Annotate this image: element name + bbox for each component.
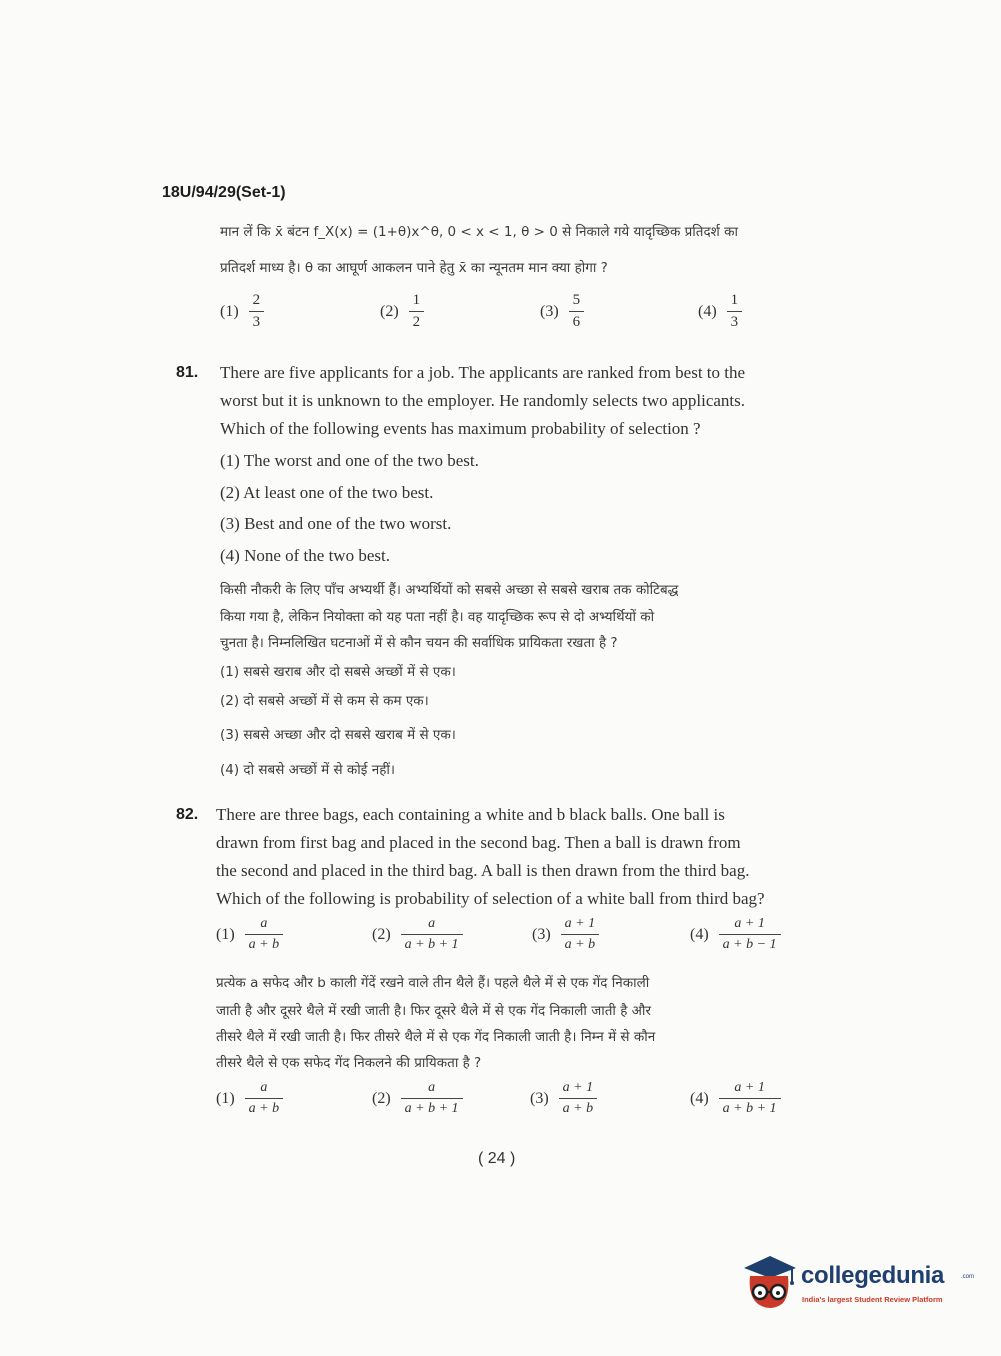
q80-option-2: (2) $\frac{1}{2}$ (380, 292, 424, 331)
fraction: $\frac{a}{a + b + 1}$ (401, 916, 463, 953)
q82-hi-option-4: (4) $\frac{a + 1}{a + b + 1}$ (690, 1080, 781, 1117)
fraction: $\frac{a}{a + b}$ (245, 916, 283, 953)
q81-hi-line-2: किया गया है, लेकिन नियोक्ता को यह पता नहीं है। वह यादृच्छिक रूप से दो अभ्यर्थियों को (220, 609, 655, 625)
q82-en-option-3: (3) $\frac{a + 1}{a + b}$ (532, 916, 599, 953)
logo-domain: .com (961, 1274, 975, 1280)
q82-en-line-2: drawn from first bag and placed in the second bag. Then a ball is drawn from (216, 833, 741, 852)
q81-number: 81. (176, 364, 199, 381)
q80-option-1: (1) $\frac{2}{3}$ (220, 292, 264, 331)
fraction: $\frac{1}{3}$ (727, 292, 743, 331)
q82-hi-line-1: प्रत्येक a सफेद और b काली गेंदें रखने वाले तीन थैले हैं। पहले थैले में से एक गेंद निकाली (216, 975, 650, 991)
fraction: $\frac{a}{a + b}$ (245, 1080, 283, 1117)
logo-tagline: India's largest Student Review Platform (802, 1295, 943, 1304)
q82-en-line-4: Which of the following is probability of selection of a white ball from third bag? (216, 889, 765, 908)
q82-en-line-3: the second and placed in the third bag. A ball is then drawn from the third bag. (216, 861, 750, 880)
q81-hi-option-3: (3) सबसे अच्छा और दो सबसे खराब में से एक। (220, 727, 456, 743)
q81-en-line-2: worst but it is unknown to the employer. He randomly selects two applicants. (220, 391, 746, 410)
q82-en-option-1: (1) $\frac{a}{a + b}$ (216, 916, 283, 953)
collegedunia-logo (740, 1248, 975, 1318)
fraction: $\frac{1}{2}$ (409, 292, 425, 331)
q81-en-line-1: There are five applicants for a job. The applicants are ranked from best to the (220, 363, 746, 382)
fraction: $\frac{2}{3}$ (249, 292, 265, 331)
q81-hi-line-3: चुनता है। निम्नलिखित घटनाओं में से कौन चयन की सर्वाधिक प्रायिकता रखता है ? (220, 635, 618, 651)
q82-en-option-2: (2) $\frac{a}{a + b + 1}$ (372, 916, 463, 953)
fraction: $\frac{a}{a + b + 1}$ (401, 1080, 463, 1117)
q81-hi-option-1: (1) सबसे खराब और दो सबसे अच्छों में से एक। (220, 664, 456, 680)
q82-en-option-4: (4) $\frac{a + 1}{a + b - 1}$ (690, 916, 781, 953)
fraction: $\frac{a + 1}{a + b + 1}$ (719, 1080, 781, 1117)
fraction: $\frac{a + 1}{a + b}$ (559, 1080, 597, 1117)
q81-en-option-1: (1) The worst and one of the two best. (220, 451, 479, 470)
paper-code: 18U/94/29(Set-1) (162, 184, 286, 201)
q82-number: 82. (176, 806, 199, 823)
q82-hi-line-4: तीसरे थैले से एक सफेद गेंद निकलने की प्रायिकता है ? (216, 1055, 482, 1071)
q81-en-option-3: (3) Best and one of the two worst. (220, 514, 452, 533)
fraction: $\frac{a + 1}{a + b}$ (561, 916, 599, 953)
q81-en-option-2: (2) At least one of the two best. (220, 483, 434, 502)
fraction: $\frac{a + 1}{a + b - 1}$ (719, 916, 781, 953)
logo-wordmark: collegedunia (801, 1262, 945, 1289)
q82-en-line-1: There are three bags, each containing a white and b black balls. One ball is (216, 805, 725, 824)
q80-option-4: (4) $\frac{1}{3}$ (698, 292, 742, 331)
q80-option-3: (3) $\frac{5}{6}$ (540, 292, 584, 331)
q82-hi-option-1: (1) $\frac{a}{a + b}$ (216, 1080, 283, 1117)
q81-hi-line-1: किसी नौकरी के लिए पाँच अभ्यर्थी हैं। अभ्यर्थियों को सबसे अच्छा से सबसे खराब तक कोटिबद्ध (220, 582, 679, 598)
q82-hi-option-2: (2) $\frac{a}{a + b + 1}$ (372, 1080, 463, 1117)
page-number: ( 24 ) (478, 1150, 516, 1167)
q82-hi-line-3: तीसरे थैले में रखी जाती है। फिर तीसरे थैले में से एक गेंद निकाली जाती है। निम्न में से कौन (216, 1029, 656, 1045)
q81-hi-option-2: (2) दो सबसे अच्छों में से कम से कम एक। (220, 693, 429, 709)
q81-en-line-3: Which of the following events has maximum probability of selection ? (220, 419, 701, 438)
q80-hindi-line-2: प्रतिदर्श माध्य है। θ का आघूर्ण आकलन पाने हेतु x̄ का न्यूनतम मान क्या होगा ? (220, 260, 608, 276)
mascot-icon (740, 1248, 800, 1318)
fraction: $\frac{5}{6}$ (569, 292, 585, 331)
q80-hindi-line-1: मान लें कि x̄ बंटन f_X(x) = (1+θ)x^θ, 0 < x < 1, θ > 0 से निकाले गये यादृच्छिक प्रतिदर्श का (220, 224, 739, 240)
q82-hi-line-2: जाती है और दूसरे थैले में रखी जाती है। फिर दूसरे थैले में से एक गेंद निकाली जाती है और (216, 1003, 651, 1019)
q81-hi-option-4: (4) दो सबसे अच्छों में से कोई नहीं। (220, 762, 395, 778)
q82-hi-option-3: (3) $\frac{a + 1}{a + b}$ (530, 1080, 597, 1117)
q81-en-option-4: (4) None of the two best. (220, 546, 390, 565)
